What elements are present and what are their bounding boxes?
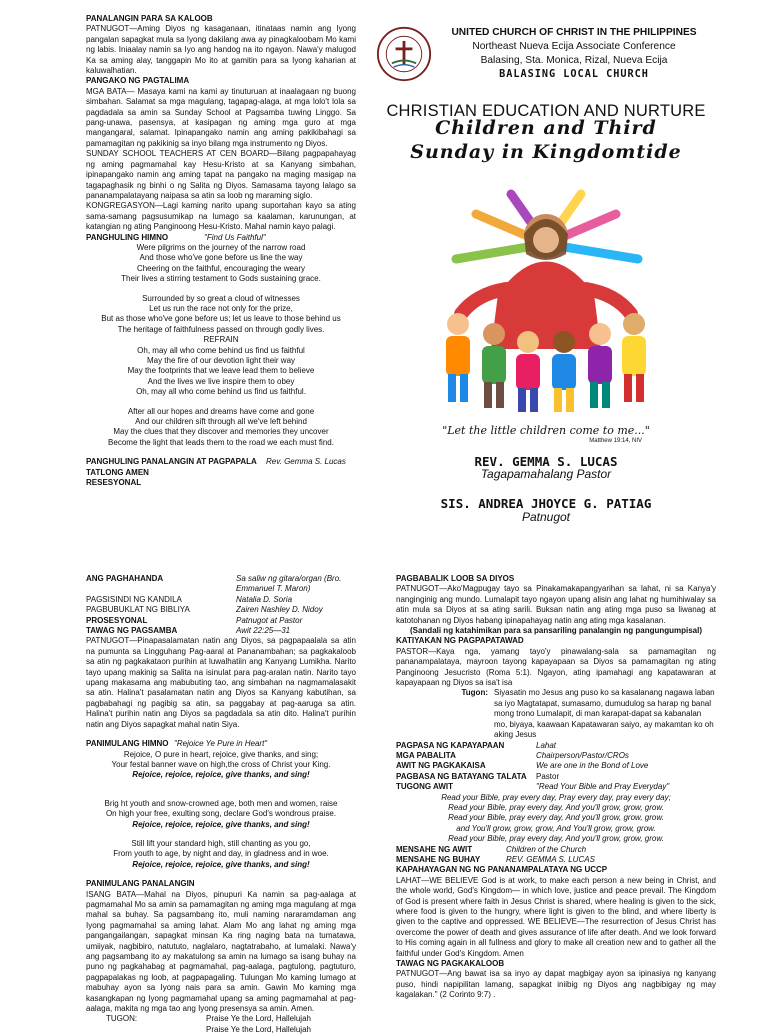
refrain-label: REFRAIN (203, 335, 239, 345)
offering-call-heading: TAWAG NG PAGKAKALOOB (396, 959, 505, 969)
pledge-children: MGA BATA— Masaya kami na kami ay tinuturuan at inaalagaan ng buong simbahan. Salamat sa mga magulang, tagapag-alaga, at mga lolo't lola sa pagdadala sa amin sa Sunday School at Pagsamba tuwing Linggo. Sa pang-unawa, pasensya, at kasipagan ng aming mga guro at mga mangangaral, salamat. Ipinapangako namin ang aming pakikibahagi sa pamamagitan ng pakikinig sa inyo bilang mga instrumento ng Diyos. (86, 86, 356, 148)
program-row (86, 605, 356, 615)
leader-role: Patnugot (521, 509, 571, 524)
lyric-line: Let us run the race not only for the prize, (149, 303, 293, 313)
lyric-line: and You'll grow, grow, grow, And You'll grow, grow, grow. (456, 823, 656, 833)
row-value: Awit 22:25—31 (236, 626, 291, 636)
lyric-line: And those who've gone before us line the way (139, 253, 303, 263)
program-subtitle-2: Sunday in Kingdomtide (410, 141, 682, 164)
lyric-line: Read your Bible, pray every day, And you'll grow, grow, grow. (448, 834, 664, 844)
opening-hymn-lyrics (86, 750, 356, 871)
program-row (396, 772, 716, 782)
lyric-line: Were pilgrims on the journey of the narrow road (136, 242, 306, 252)
assurance-response (396, 688, 716, 740)
lyric-line: Your festal banner wave on high,the cross of Christ your King. (111, 759, 331, 769)
lyric-line: Read your Bible, pray every day, And you'll grow, grow, grow. (448, 802, 664, 812)
row-label: ANG PAGHAHANDA (86, 574, 164, 583)
closing-hymn-title: "Find Us Faithful" (204, 232, 266, 242)
scripture-reference: Matthew 19:14, NIV (589, 437, 642, 444)
order-of-worship-left (86, 574, 356, 1034)
response-block (86, 1014, 356, 1035)
offering-call-text: PATNUGOT—Ang bawat isa sa inyo ay dapat magbigay ayon sa ipinasiya ng kanyang puso, hindi napipilitan lamang, sapagkat iniibig ng Diyos ang nagbibigay ng may kagalakan." (2 Corinto 9:7) . (396, 969, 716, 1000)
assurance-heading: KATIYAKAN NG PAGPAPATAWAD (396, 636, 524, 646)
closing-prayer-by: Rev. Gemma S. Lucas (266, 457, 346, 467)
jesus-with-children-illustration (416, 174, 676, 424)
order-of-worship-right (396, 574, 716, 1024)
response-line: Praise Ye the Lord, Hallelujah (206, 1024, 311, 1034)
local-church-name: BALASING LOCAL CHURCH (499, 69, 649, 80)
lyric-line: Still lift your standard high, still chanting as you go, (131, 838, 311, 848)
pledge-heading: PANGAKO NG PAGTALIMA (86, 76, 190, 86)
program-row (86, 595, 356, 605)
lyric-line: Surrounded by so great a cloud of witnesses (142, 293, 300, 303)
pledge-congregation: KONGREGASYON—Lagi kaming narito upang suportahan kayo sa ating sama-samang pagsusumikap na lumago sa kaalaman, karunungan, at katangian ng ating Panginoong Hesu-Kristo. Mahal namin kayo palagi. (86, 201, 356, 232)
lyric-line: May the clues that they discover and memories they uncover (113, 427, 329, 437)
closing-prayer-row (86, 457, 356, 467)
lyric-line: But as those who've gone before us; let us leave to those behind us (101, 314, 341, 324)
row-value: Chairperson/Pastor/CROs (536, 750, 629, 760)
row-label: PAGBUBUKLAT NG BIBLIYA (86, 605, 190, 615)
program-row (396, 782, 716, 792)
lyric-line: May the footprints that we leave lead them to believe (127, 366, 315, 376)
row-label: TUGONG AWIT (396, 782, 454, 792)
row-value: "Read Your Bible and Pray Everyday" (536, 782, 670, 792)
row-value: Pastor (536, 771, 560, 781)
row-value: Natalia D. Soria (236, 594, 293, 604)
lyric-line: Oh, may all who come behind us find us faithful (137, 345, 305, 355)
hymn-verse-3 (86, 407, 356, 449)
opening-hymn-title: "Rejoice Ye Pure in Heart" (174, 739, 268, 749)
program-title: CHRISTIAN EDUCATION AND NURTURE (386, 102, 706, 120)
scripture-quote: "Let the little children come to me..." (442, 424, 650, 438)
response-label: Tugon: (461, 688, 488, 698)
program-row (396, 751, 716, 761)
cover-panel (376, 26, 716, 540)
hymn-verse-1 (86, 243, 356, 285)
row-value: Children of the Church (506, 844, 587, 854)
program-row (86, 626, 356, 636)
lyric-chorus: Rejoice, rejoice, rejoice, give thanks, and sing! (132, 770, 310, 780)
conference-name: Northeast Nueva Ecija Associate Conference (472, 41, 676, 52)
confession-text: PATNUGOT—Ako'Magpugay tayo sa Pinakamakapangyarihan sa lahat, ni sa Kanya'y nanginginig ang mundo. Lumalapit tayo ngayon upang alisin ang lahat ng humihiwalay sa atin mula sa Diyos at sa ating sarili. Buksan natin ang ating mga puso sa liwanag at katotohanan ng Diyos habang ipinapahayag natin ang ating mga kasalanan. (396, 584, 716, 625)
lyric-line: May the fire of our devotion light their way (146, 356, 296, 365)
church-name: UNITED CHURCH OF CHRIST IN THE PHILIPPINES (451, 27, 697, 38)
row-label: PROSESYONAL (86, 615, 148, 625)
lyric-line: The heritage of faithfulness passed on through godly lives. (117, 324, 325, 334)
response-song-lyrics (396, 793, 716, 845)
row-label: MGA PABALITA (396, 750, 456, 760)
assurance-text: PASTOR—Kaya nga, yamang tayo'y pinawalang-sala sa pamamagitan ng pananampalataya, mayroon tayong kapayapaan sa Diyos sa pamamagitan ng ating Panginoong Jesucristo (Roma 5:1). Ngayon, ating ipamahagi ang kapatawaran at kapayapaan ng Diyos sa isa't isa (396, 646, 716, 688)
row-label: PAGSISINDI NG KANDILA (86, 594, 182, 604)
lyric-line: Become the light that leads them to the road we each must find. (108, 437, 334, 447)
program-row (86, 616, 356, 626)
row-label: MENSAHE NG BUHAY (396, 854, 481, 864)
lyric-line: Rejoice, O pure in heart, rejoice, give thanks, and sing; (123, 749, 319, 759)
row-label: TAWAG NG PAGSAMBA (86, 626, 178, 636)
lyric-line: And our children sift through all we've left behind (135, 417, 307, 427)
lyric-line: Brig ht youth and snow-crowned age, both men and women, raise (104, 798, 338, 808)
row-value: Zairen Nashley D. Nidoy (236, 605, 323, 615)
program-subtitle-1: Children and Third (435, 117, 657, 140)
offertory-prayer-text: PATNUGOT—Aming Diyos ng kasaganaan, itinataas namin ang Iyong pangalan sapagkat mula sa Iyong dakilang awa ay pinagkaloobam Mo kami ng labis. Iniaalay namin sa Iyo ang handog na ito ngayon. Nawa'y malugod Ka sa aming alay, tanggapin Mo ito at gamitin para sa Iyong kaharian at kaluwalhatian. (86, 24, 356, 76)
call-to-worship-text: PATNUGOT—Pinapasalamatan natin ang Diyos, sa pagpapaalala sa atin na pumunta sa Lingguhang Pag-aaral at Pananambahan; sa pagkakaloob sa atin ng pagkakataon purihin at luwalhatiin ang Kanyang Lumikha. Narito tayo upang makinig sa Salita na isinulat para pag-aralan natin. Narito tayo upang makasama ang mabubuting tao, ang simbahan na nagmamalasakit sa atin. Halina't pasalamatan natin ang Diyos sa Kanyang kabutihan, sa pagbabahagi ng pagibig sa atin, sa paggabay at pag-aaruga sa atin. Halina't purihin natin ang Diyos sa pagdadala sa atin dito. Halina't purihin natin ang Diyos sapagkat mahal natin Siya. (86, 636, 356, 729)
row-label: PAGPASA NG KAPAYAPAAN (396, 740, 505, 750)
pledge-teachers: SUNDAY SCHOOL TEACHERS AT CEN BOARD—Bilang pagpapahayag ng aming pagmamahal kay Hesu-Kristo at sa Kanyang simbahan, ipinapangako namin ang aming tapat na pangako na maging masigap na tagapaghasik ng binhi o ng Salita ng Diyos. Samasama tayong lalago sa pananampalatayang naipasa sa atin sa loob ng maraming siglo. (86, 149, 356, 200)
pastor-role: Tagapamahalang Pastor (480, 467, 612, 482)
offertory-prayer-heading: PANALANGIN PARA SA KALOOB (86, 14, 213, 23)
opening-prayer-text: ISANG BATA—Mahal na Diyos, pinupuri Ka namin sa pag-aalaga at pagmamahal Mo sa amin sa pamamagitan ng aming mga magulang at mga mahal sa buhay. Sa pagsambang ito, muli naming nararamdaman ang Iyong pagmamahal sa aming lahat. Alam Mo ang lahat ng aming mga pangangailangan, sapagkat minsan Ka ring naging bata na tumatawa, umiiyak, nagbibiro, natututo, naglalaro, nagtatrabaho, at lumalaki. Nawa'y ang pagsambang ito ay makatulong sa amin na lumago sa isang buhay na puno ng pagkahabag at pagmamahal, pag-aalaga, pagtulong, pagtuturo, pagpapalakas ng loob, at pagpapagaling. Tulungan Mo kaming lumago at mabuhay ayon sa Iyong nais para sa amin. Gawin Mo kaming mga kasangkapan ng Iyong pagmamahal upang sa aming pagmamahal at pag-aalaga, makita ng mga tao ang Iyong presensya sa amin. Amen. (86, 889, 356, 1014)
hymn-verse-2 (86, 294, 356, 398)
opening-prayer-label: PANIMULANG PANALANGIN (86, 879, 195, 889)
row-label: PAGBASA NG BATAYANG TALATA (396, 771, 527, 781)
silence-note: (Sandali ng katahimikan para sa pansariling panalangin ng pangungumpisal) (409, 626, 703, 636)
lyric-line: Oh, may all who come behind us find us faithful. (136, 387, 306, 397)
program-row (396, 855, 716, 865)
opening-hymn-label: PANIMULANG HIMNO (86, 739, 169, 749)
creed-text: LAHAT—WE BELIEVE God is at work, to make each person a new being in Christ, and the whole world, God's Kingdom— in which love, justice and peace prevail. The Kingdom of God is present where faith in Jesus Christ is shared, where healing is given to the sick, where food is given to the hungry, where light is given to the blind, and where liberty is given to the captive and oppressed. WE BELIEVE—The resurrection of Jesus Christ has overcome the power of death and gives assurance of life after death. And we look forward to His coming again in all fullness and glory to make all creation new and to gather all the faithful under God's Kingdom. Amen (396, 875, 716, 958)
closing-panel (86, 14, 356, 534)
row-value: Lahat (536, 740, 557, 750)
lyric-line: Cheering on the faithful, encouraging the weary (136, 263, 306, 273)
confession-heading: PAGBABALIK LOOB SA DIYOS (396, 574, 515, 583)
closing-hymn-label: PANGHULING HIMNO (86, 232, 169, 242)
closing-hymn-header (86, 233, 356, 243)
lyric-chorus: Rejoice, rejoice, rejoice, give thanks, and sing! (132, 859, 310, 869)
program-row (396, 761, 716, 771)
response-label: TUGON: (106, 1014, 138, 1024)
church-info (432, 26, 716, 82)
church-address: Balasing, Sta. Monica, Rizal, Nueva Ecija (480, 55, 668, 66)
lyric-line: After all our hopes and dreams have come and gone (127, 406, 315, 416)
church-header (376, 26, 716, 82)
row-label: AWIT NG PAGKAKAISA (396, 761, 486, 771)
lyric-line: Read your Bible, pray every day, And you'll grow, grow, grow. (448, 813, 664, 823)
row-value: Patnugot at Pastor (236, 615, 303, 625)
leader-name: SIS. ANDREA JHOYCE G. PATIAG (440, 496, 652, 512)
row-label: MENSAHE NG AWIT (396, 844, 473, 854)
lyric-line: On high your free, exulting song, declare God's wondrous praise. (105, 809, 337, 819)
three-amen: TATLONG AMEN (86, 467, 149, 477)
church-seal-icon (376, 26, 432, 82)
program-row (86, 574, 356, 595)
response-text: Siyasatin mo Jesus ang puso ko sa kasalanang nagawa laban sa iyo Magtatapat, sumasamo, dumudulog sa harap ng banal mong trono Lumalapit, di man karapat-dapat sa kabanalan mo, biyaya, kaawaan Kapatawaran saiyo, ay makamtan ko oh aking Jesus (494, 688, 715, 740)
lyric-line: And the lives we live inspire them to obey (147, 376, 295, 386)
lyric-chorus: Rejoice, rejoice, rejoice, give thanks, and sing! (132, 819, 310, 829)
lyric-line: Their lives a stirring testament to Gods sustaining grace. (121, 274, 321, 284)
lyric-line: Read your Bible, pray every day, Pray every day, pray every day; (441, 792, 671, 802)
row-value: Sa saliw ng gitara/organ (Bro. Emmanuel T. Maron) (236, 574, 342, 594)
response-line: Praise Ye the Lord, Hallelujah (206, 1014, 311, 1024)
row-value: We are one in the Bond of Love (536, 761, 649, 771)
row-value: REV. GEMMA S. LUCAS (506, 854, 595, 864)
program-row (396, 845, 716, 855)
recessional: RESESYONAL (86, 478, 142, 488)
opening-hymn-header (86, 739, 356, 749)
closing-prayer-label: PANGHULING PANALANGIN AT PAGPAPALA (86, 457, 257, 467)
creed-heading: KAPAHAYAGAN NG NG PANANAMPALATAYA NG UCCP (396, 865, 608, 875)
pastor-name: REV. GEMMA S. LUCAS (474, 453, 618, 469)
program-row (396, 741, 716, 751)
lyric-line: From youth to age, by night and day, in gladness and in woe. (113, 849, 329, 859)
